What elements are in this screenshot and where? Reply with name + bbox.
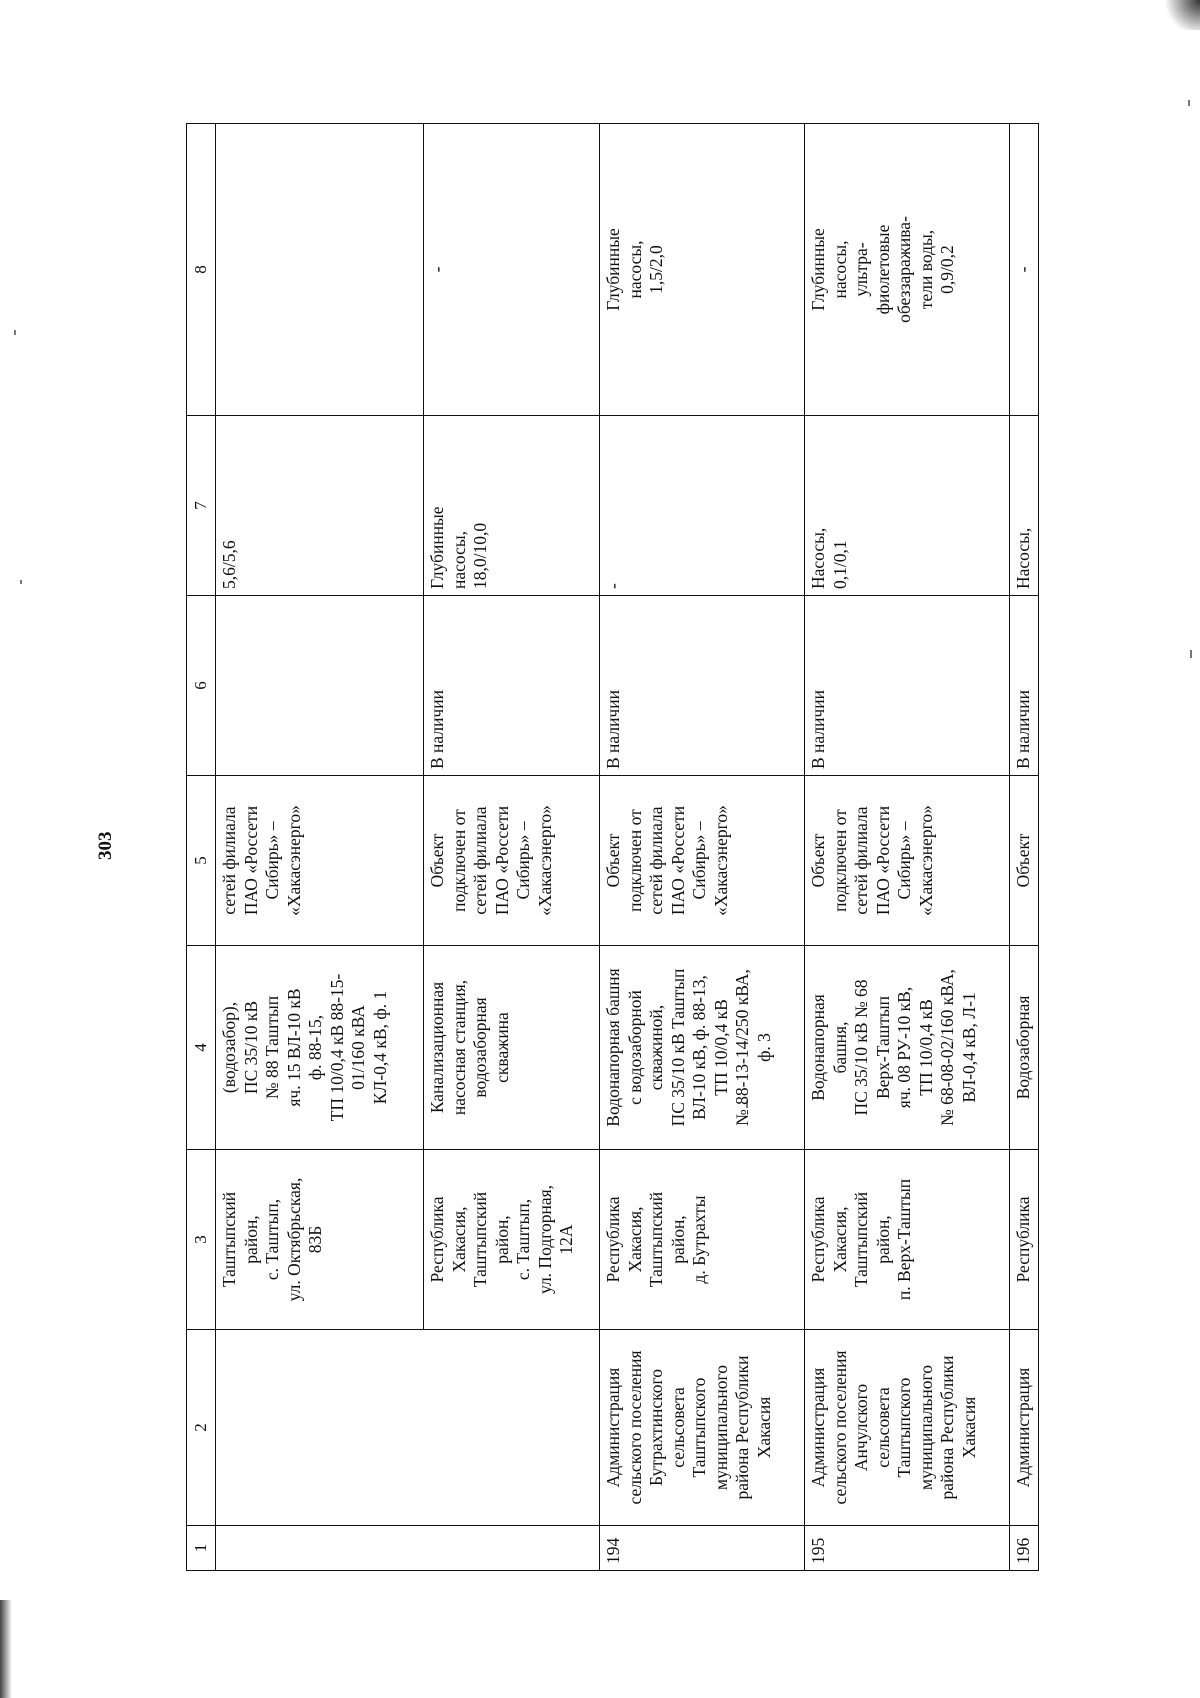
organization-cell: Администрация (1010, 1330, 1039, 1526)
object-connection-cell: Водонапорная башня с водозаборной скважиной, ПС 35/10 кВ Таштып ВЛ-10 кВ, ф. 88-13, ТП 10/0,4 кВ № 88-13-14/250 кВА, ф. 3 (600, 946, 805, 1150)
scan-speck (1190, 650, 1192, 658)
scan-speck (1188, 100, 1190, 106)
availability-cell: В наличии (424, 596, 600, 776)
table-row (1010, 124, 1039, 1571)
object-connection-cell: Водонапорная башня, ПС 35/10 кВ № 68 Верх-Таштып яч. 08 РУ-10 кВ, ТП 10/0,4 кВ № 68-08-02/160 кВА, ВЛ-0,4 кВ, Л-1 (805, 946, 1010, 1150)
scan-speck (14, 330, 16, 335)
table-row (216, 124, 424, 1571)
header-cell-col7: 7 (187, 416, 216, 596)
address-cell: Республика (1010, 1150, 1039, 1330)
pumps-cell: Насосы, (1010, 416, 1039, 596)
scan-shadow-left (0, 1600, 12, 1698)
header-cell-col1: 1 (187, 1526, 216, 1571)
organization-cell: Администрация сельского поселения Бутрахтинского сельсовета Таштыпского муниципального района Республики Хакасия (600, 1330, 805, 1526)
pumps-cell: - (600, 416, 805, 596)
table-row (805, 124, 1010, 1571)
organization-cell (216, 1330, 600, 1526)
address-cell: Республика Хакасия, Таштыпский район, с. Таштып, ул. Подгорная, 12А (424, 1150, 600, 1330)
address-cell: Таштыпский район, с. Таштып, ул. Октябрьская, 83Б (216, 1150, 424, 1330)
header-cell-col6: 6 (187, 596, 216, 776)
table-row (600, 124, 805, 1571)
scan-shadow-right (1164, 0, 1200, 30)
availability-cell (216, 596, 424, 776)
grid-connection-cell: Объект (1010, 776, 1039, 946)
row-number-cell (216, 1526, 600, 1571)
pumps-cell: 5,6/5,6 (216, 416, 424, 596)
header-cell-col5: 5 (187, 776, 216, 946)
equipment-cell: Глубинные насосы, ультра- фиолетовые обеззаражива- тели воды, 0,9/0,2 (805, 124, 1010, 416)
grid-connection-cell: Объект подключен от сетей филиала ПАО «Россети Сибирь» – «Хакасэнерго» (805, 776, 1010, 946)
object-connection-cell: Канализационная насосная станция, водозаборная скважина (424, 946, 600, 1150)
equipment-cell: Глубинные насосы, 1,5/2,0 (600, 124, 805, 416)
header-cell-col4: 4 (187, 946, 216, 1150)
availability-cell: В наличии (1010, 596, 1039, 776)
availability-cell: В наличии (600, 596, 805, 776)
equipment-cell: - (424, 124, 600, 416)
header-cell-col2: 2 (187, 1330, 216, 1526)
register-table (186, 123, 1039, 1571)
address-cell: Республика Хакасия, Таштыпский район, п. Верх-Таштып (805, 1150, 1010, 1330)
pumps-cell: Глубинные насосы, 18,0/10,0 (424, 416, 600, 596)
row-number-cell: 196 (1010, 1526, 1039, 1571)
row-number-cell: 194 (600, 1526, 805, 1571)
availability-cell: В наличии (805, 596, 1010, 776)
equipment-cell: - (1010, 124, 1039, 416)
header-cell-col3: 3 (187, 1150, 216, 1330)
object-connection-cell: Водозаборная (1010, 946, 1039, 1150)
scan-speck (20, 580, 22, 584)
equipment-cell (216, 124, 424, 416)
grid-connection-cell: Объект подключен от сетей филиала ПАО «Россети Сибирь» – «Хакасэнерго» (600, 776, 805, 946)
grid-connection-cell: Объект подключен от сетей филиала ПАО «Россети Сибирь» – «Хакасэнерго» (424, 776, 600, 946)
header-row (187, 124, 216, 1571)
grid-connection-cell: сетей филиала ПАО «Россети Сибирь» – «Хакасэнерго» (216, 776, 424, 946)
row-number-cell: 195 (805, 1526, 1010, 1571)
address-cell: Республика Хакасия, Таштыпский район, д. Бутрахты (600, 1150, 805, 1330)
header-cell-col8: 8 (187, 124, 216, 416)
organization-cell: Администрация сельского поселения Анчулского сельсовета Таштыпского муниципального района Республики Хакасия (805, 1330, 1010, 1526)
object-connection-cell: (водозабор), ПС 35/10 кВ № 88 Таштып яч. 15 ВЛ-10 кВ ф. 88-15, ТП 10/0,4 кВ 88-15- 01/160 кВА КЛ-0,4 кВ, ф. 1 (216, 946, 424, 1150)
rotated-table-frame (186, 124, 1080, 1571)
page-number: 303 (95, 831, 116, 860)
pumps-cell: Насосы, 0,1/0,1 (805, 416, 1010, 596)
